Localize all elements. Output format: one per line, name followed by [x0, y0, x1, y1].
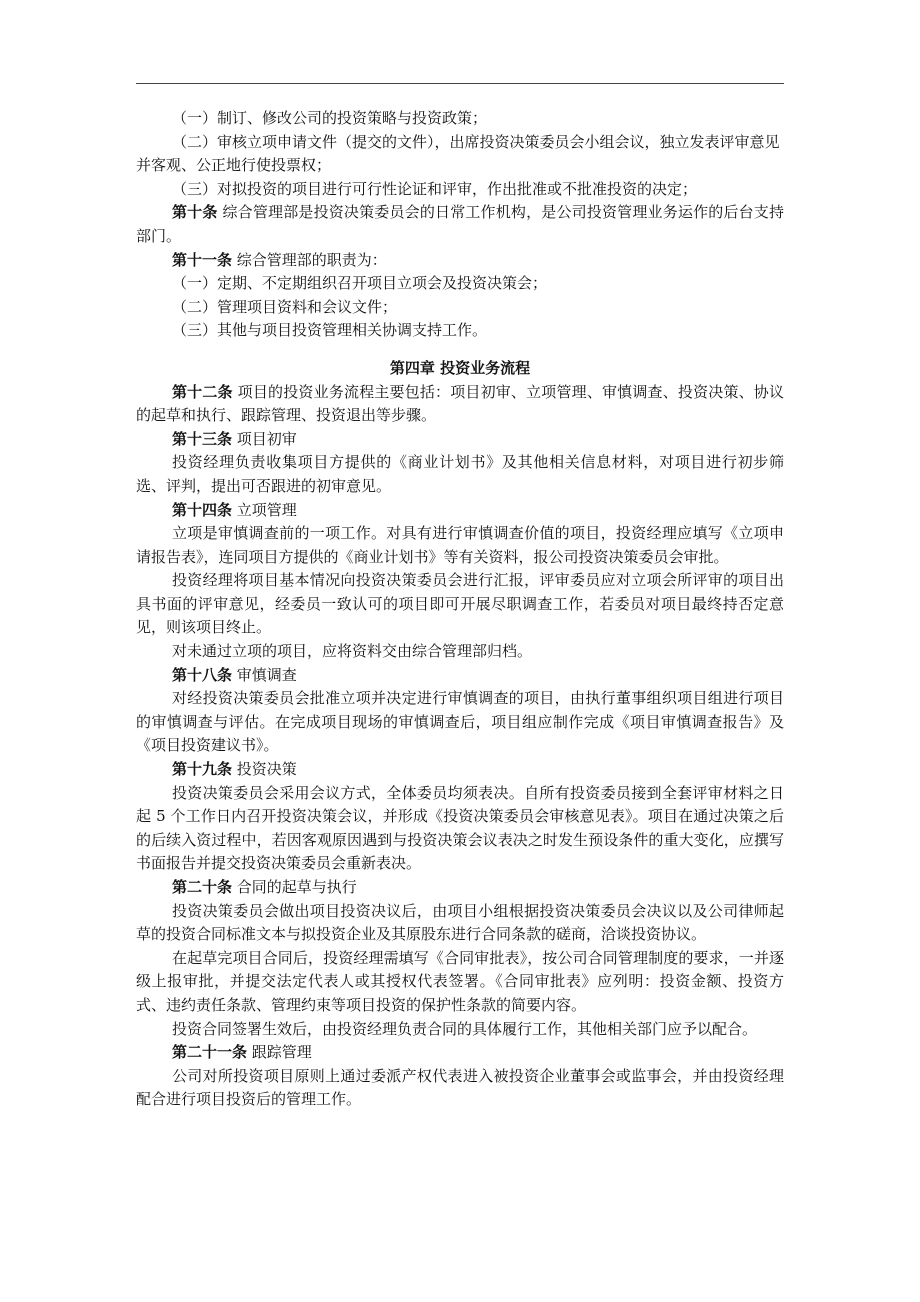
article-13 — [136, 428, 784, 452]
article-13-title: 项目初审 — [232, 429, 297, 448]
article-18-title: 审慎调查 — [232, 665, 297, 684]
article-11-text: 综合管理部的职责为： — [232, 250, 387, 269]
article-14-paragraph-2: 投资经理将项目基本情况向投资决策委员会进行汇报，评审委员应对立项会所评审的项目出具书面的评审意见，经委员一致认可的项目即可开展尽职调查工作，若委员对项目最终持否定意见，则该项目终止。 — [136, 571, 784, 637]
duty-item-2: （二）审核立项申请文件（提交的文件），出席投资决策委员会小组会议，独立发表评审意见并客观、公正地行使投票权； — [136, 132, 780, 175]
article-19-title: 投资决策 — [232, 760, 297, 779]
article-21-paragraph: 公司对所投资项目原则上通过委派产权代表进入被投资企业董事会或监事会，并由投资经理配合进行项目投资后的管理工作。 — [136, 1066, 784, 1109]
article-11-item-1: （一）定期、不定期组织召开项目立项会及投资决策会； — [172, 274, 548, 293]
article-14 — [136, 499, 784, 523]
article-21-heading: 第二十一条 — [172, 1043, 248, 1062]
article-14-title: 立项管理 — [232, 500, 297, 519]
article-14-heading: 第十四条 — [172, 500, 233, 519]
duty-item-1: （一）制订、修改公司的投资策略与投资政策； — [172, 109, 488, 127]
article-20-paragraph-3: 投资合同签署生效后，由投资经理负责合同的具体履行工作，其他相关部门应予以配合。 — [172, 1019, 758, 1038]
article-20-heading: 第二十条 — [172, 878, 233, 896]
article-20-paragraph-2: 在起草完项目合同后，投资经理需填写《合同审批表》，按公司合同管理制度的要求，一并逐级上报审批，并提交法定代表人或其授权代表签署。《合同审批表》应列明：投资金额、投资方式、违约责任条款、管理约束等项目投资的保护性条款的简要内容。 — [136, 948, 784, 1014]
article-11-item-3: （三）其他与项目投资管理相关协调支持工作。 — [172, 321, 488, 340]
article-14-paragraph-3: 对未通过立项的项目，应将资料交由综合管理部归档。 — [172, 642, 533, 661]
article-18-heading: 第十八条 — [172, 665, 233, 684]
article-11-item-2: （二）管理项目资料和会议文件； — [172, 297, 398, 316]
article-20-title: 合同的起草与执行 — [232, 878, 357, 896]
article-12-heading: 第十二条 — [172, 382, 233, 401]
chapter-4-heading: 第四章 投资业务流程 — [389, 358, 531, 377]
article-20-paragraph-1: 投资决策委员会做出项目投资决议后，由项目小组根据投资决策委员会决议以及公司律师起草的投资合同标准文本与拟投资企业及其原股东进行合同条款的磋商，洽谈投资协议。 — [136, 901, 784, 944]
article-18 — [136, 664, 784, 688]
duty-item-3: （三）对拟投资的项目进行可行性论证和评审，作出批准或不批准投资的决定； — [172, 179, 698, 198]
article-12 — [136, 381, 784, 428]
article-14-paragraph-1: 立项是审慎调查前的一项工作。对具有进行审慎调查价值的项目，投资经理应填写《立项申请报告表》，连同项目方提供的《商业计划书》等有关资料，报公司投资决策委员会审批。 — [136, 524, 784, 566]
article-11-heading: 第十一条 — [172, 250, 233, 269]
article-19-paragraph: 投资决策委员会采用会议方式，全体委员均须表决。自所有投资委员接到全套评审材料之日起 5 个工作日内召开投资决策会议，并形成《投资决策委员会审核意见表》。项目在通过决策之后的后续入资过程中，若因客观原因遇到与投资决策会议表决之时发生预设条件的重大变化，应撰写书面报告并提交投资决策委员会重新表决。 — [136, 783, 784, 873]
article-18-paragraph: 对经投资决策委员会批准立项并决定进行审慎调查的项目，由执行董事组织项目组进行项目的审慎调查与评估。在完成项目现场的审慎调查后，项目组应制作完成《项目审慎调查报告》及《项目投资建议书》。 — [136, 689, 784, 755]
article-10-text: 综合管理部是投资决策委员会的日常工作机构，是公司投资管理业务运作的后台支持部门。 — [136, 203, 784, 245]
document-body — [136, 107, 784, 1112]
article-12-text: 项目的投资业务流程主要包括：项目初审、立项管理、审慎调查、投资决策、协议的起草和执行、跟踪管理、投资退出等步骤。 — [136, 382, 784, 425]
article-13-heading: 第十三条 — [172, 429, 233, 448]
article-13-paragraph: 投资经理负责收集项目方提供的《商业计划书》及其他相关信息材料，对项目进行初步筛选、评判，提出可否跟进的初审意见。 — [136, 453, 784, 495]
article-11 — [136, 249, 784, 273]
article-19 — [136, 758, 784, 782]
article-19-heading: 第十九条 — [172, 760, 233, 779]
article-21 — [136, 1041, 784, 1065]
header-rule — [136, 83, 784, 84]
article-10 — [136, 201, 784, 248]
article-21-title: 跟踪管理 — [247, 1043, 312, 1062]
article-10-heading: 第十条 — [172, 203, 218, 222]
article-20 — [136, 876, 784, 900]
